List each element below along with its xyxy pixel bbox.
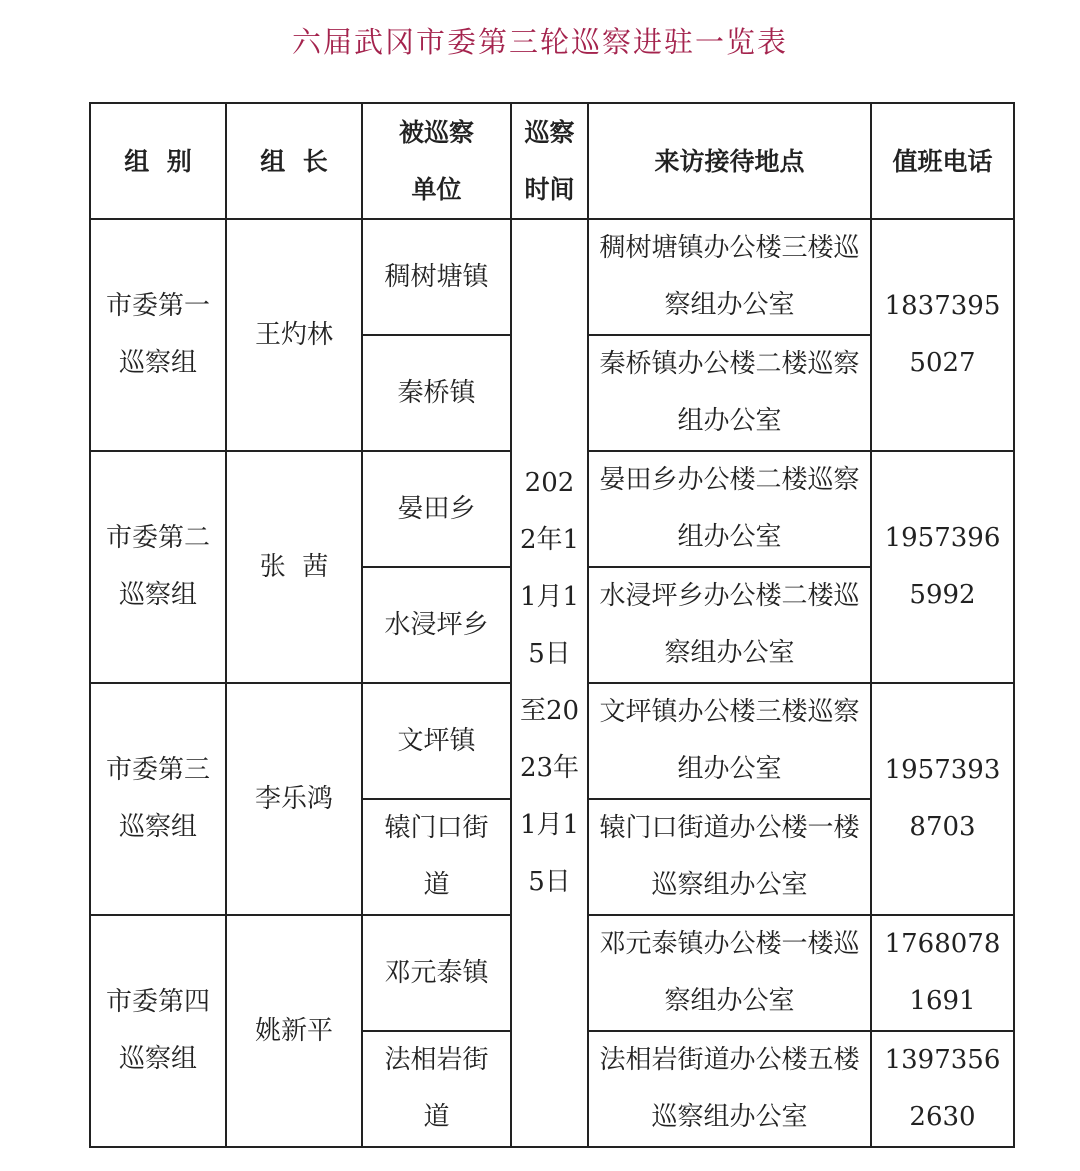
group-name: 市委第四巡察组 xyxy=(90,915,226,1147)
unit-cell: 辕门口街道 xyxy=(362,799,511,915)
place-cell: 辕门口街道办公楼一楼巡察组办公室 xyxy=(588,799,871,915)
unit-cell: 秦桥镇 xyxy=(362,335,511,451)
inspection-table xyxy=(89,102,1015,1148)
group-leader: 张 茜 xyxy=(226,451,362,683)
phone-cell: 18373955027 xyxy=(871,219,1014,451)
page-title: 六届武冈市委第三轮巡察进驻一览表 xyxy=(291,25,788,59)
group-name: 市委第二巡察组 xyxy=(90,451,226,683)
unit-cell: 邓元泰镇 xyxy=(362,915,511,1031)
place-cell: 秦桥镇办公楼二楼巡察组办公室 xyxy=(588,335,871,451)
phone-cell: 13973562630 xyxy=(871,1031,1014,1147)
place-cell: 晏田乡办公楼二楼巡察组办公室 xyxy=(588,451,871,567)
group-leader: 李乐鸿 xyxy=(226,683,362,915)
header-unit: 被巡察单位 xyxy=(362,103,511,219)
phone-cell: 19573938703 xyxy=(871,683,1014,915)
phone-cell: 17680781691 xyxy=(871,915,1014,1031)
unit-cell: 稠树塘镇 xyxy=(362,219,511,335)
table-row xyxy=(90,219,1014,335)
place-cell: 邓元泰镇办公楼一楼巡察组办公室 xyxy=(588,915,871,1031)
header-place: 来访接待地点 xyxy=(588,103,871,219)
place-cell: 法相岩街道办公楼五楼巡察组办公室 xyxy=(588,1031,871,1147)
phone-cell: 19573965992 xyxy=(871,451,1014,683)
header-phone: 值班电话 xyxy=(871,103,1014,219)
group-name: 市委第三巡察组 xyxy=(90,683,226,915)
group-leader: 王灼林 xyxy=(226,219,362,451)
table-header-row xyxy=(90,103,1014,219)
header-leader: 组 长 xyxy=(226,103,362,219)
group-leader: 姚新平 xyxy=(226,915,362,1147)
place-cell: 稠树塘镇办公楼三楼巡察组办公室 xyxy=(588,219,871,335)
header-time: 巡察时间 xyxy=(511,103,588,219)
place-cell: 文坪镇办公楼三楼巡察组办公室 xyxy=(588,683,871,799)
unit-cell: 水浸坪乡 xyxy=(362,567,511,683)
inspection-time: 2022年11月15日至2023年1月15日 xyxy=(511,219,588,1147)
unit-cell: 文坪镇 xyxy=(362,683,511,799)
unit-cell: 法相岩街道 xyxy=(362,1031,511,1147)
unit-cell: 晏田乡 xyxy=(362,451,511,567)
place-cell: 水浸坪乡办公楼二楼巡察组办公室 xyxy=(588,567,871,683)
header-group: 组 别 xyxy=(90,103,226,219)
group-name: 市委第一巡察组 xyxy=(90,219,226,451)
